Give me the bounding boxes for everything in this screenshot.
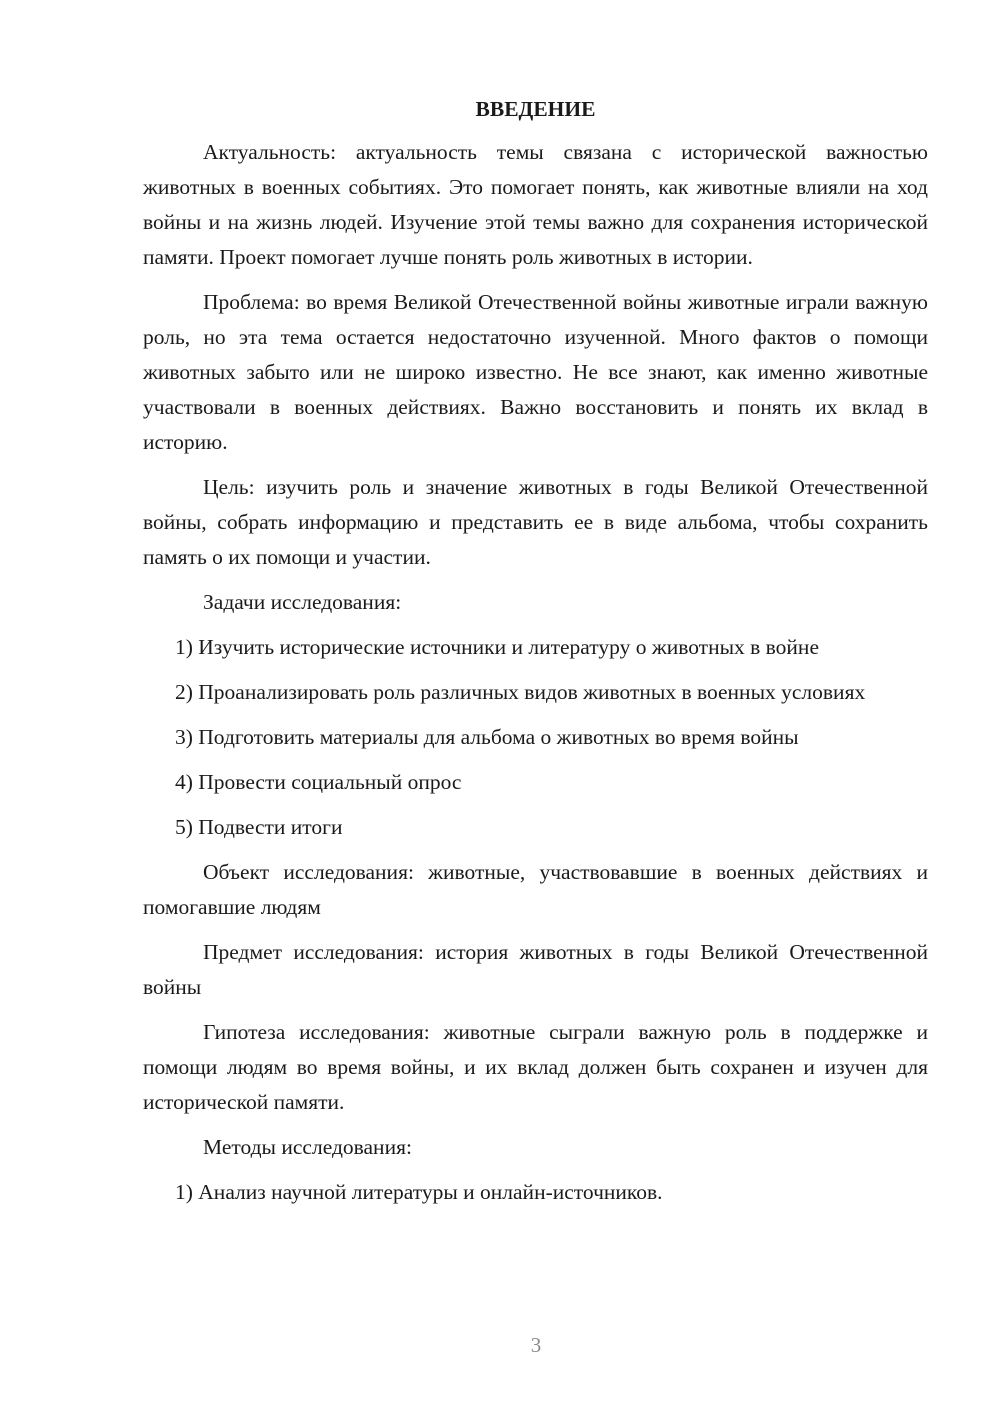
page-number: 3 [530,1333,542,1357]
task-item: 4) Провести социальный опрос [175,770,462,794]
object-paragraph: Объект исследования: животные, участвовавшие в военных действиях и помогавшие людям [143,860,928,919]
goal-paragraph: Цель: изучить роль и значение животных в годы Великой Отечественной войны, собрать информацию и представить ее в виде альбома, чтобы сохранить память о их помощи и участии. [143,475,928,569]
hypothesis-paragraph: Гипотеза исследования: животные сыграли важную роль в поддержке и помощи людям во время войны, и их вклад должен быть сохранен и изучен для исторической памяти. [143,1020,928,1114]
subject-paragraph: Предмет исследования: история животных в годы Великой Отечественной войны [143,940,928,999]
problem-paragraph: Проблема: во время Великой Отечественной войны животные играли важную роль, но эта тема остается недостаточно изученной. Много фактов о помощи животных забыто или не широко известно. Не все знают, как именно животные участвовали в военных действиях. Важно восстановить и понять их вклад в историю. [143,290,928,454]
page-content [143,92,928,1220]
task-item: 3) Подготовить материалы для альбома о животных во время войны [175,725,799,749]
task-item: 5) Подвести итоги [175,815,343,839]
relevance-paragraph: Актуальность: актуальность темы связана с исторической важностью животных в военных событиях. Это помогает понять, как животные влияли на ход войны и на жизнь людей. Изучение этой темы важно для сохранения исторической памяти. Проект помогает лучше понять роль животных в истории. [143,140,928,269]
page-title: ВВЕДЕНИЕ [475,97,596,121]
method-item: 1) Анализ научной литературы и онлайн-источников. [175,1180,663,1204]
methods-heading: Методы исследования: [203,1135,412,1159]
tasks-heading: Задачи исследования: [203,590,402,614]
task-item: 1) Изучить исторические источники и литературу о животных в войне [175,635,819,659]
task-item: 2) Проанализировать роль различных видов животных в военных условиях [175,680,866,704]
